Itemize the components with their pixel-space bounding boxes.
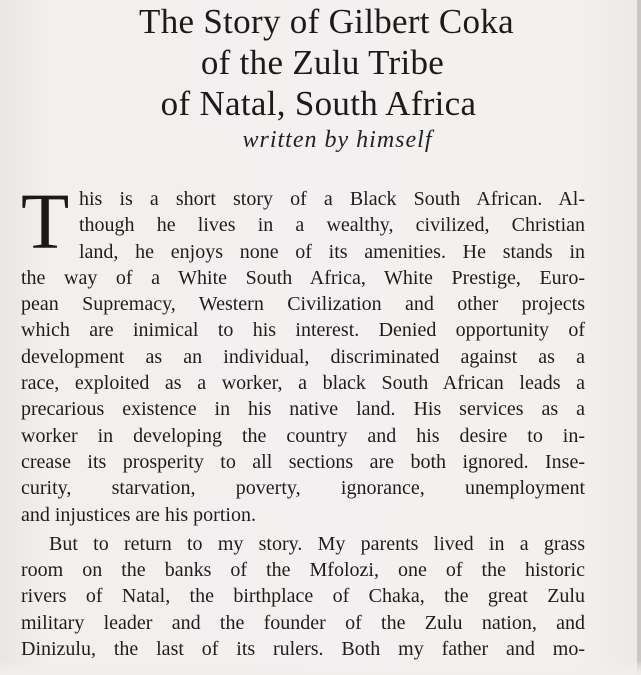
text-line: Dinizulu, the last of its rulers. Both my father and mo- <box>21 638 585 661</box>
text-line: pean Supremacy, Western Civilization and other projects <box>21 293 585 316</box>
paragraph-1 <box>21 179 585 528</box>
title-line-3: of Natal, South Africa <box>160 84 477 123</box>
title-line-2: of the Zulu Tribe <box>200 43 445 82</box>
text-line: land, he enjoys none of its amenities. He stands in <box>79 240 585 263</box>
page-crop-fade <box>0 661 641 675</box>
text-line: development as an individual, discriminated against as a <box>21 345 585 368</box>
paragraph-2 <box>21 531 585 662</box>
text-line: curity, starvation, poverty, ignorance, unemployment <box>21 477 585 500</box>
article-byline: written by himself <box>242 127 433 153</box>
text-line: his is a short story of a Black South African. Al- <box>79 188 585 210</box>
text-line: race, exploited as a worker, a black South African leads a <box>21 372 585 395</box>
title-line-1: The Story of Gilbert Coka <box>139 2 514 41</box>
text-line: military leader and the founder of the Zulu nation, and <box>21 611 585 634</box>
drop-cap: T <box>21 179 70 266</box>
article-body <box>21 179 585 662</box>
text-line: room on the banks of the Mfolozi, one of the historic <box>21 559 585 582</box>
text-line: precarious existence in his native land. His services as a <box>21 398 585 421</box>
text-line: and injustices are his portion. <box>21 503 256 526</box>
text-line: rivers of Natal, the birthplace of Chaka, the great Zulu <box>21 585 585 608</box>
text-line: the way of a White South Africa, White Prestige, Euro- <box>21 266 585 289</box>
text-line: crease its prosperity to all sections are both ignored. Inse- <box>21 450 585 473</box>
text-line: which are inimical to his interest. Denied opportunity of <box>21 319 585 342</box>
text-line: But to return to my story. My parents lived in a grass <box>49 532 585 555</box>
text-line: though he lives in a wealthy, civilized, Christian <box>79 214 585 237</box>
text-line: worker in developing the country and his desire to in- <box>21 424 585 447</box>
